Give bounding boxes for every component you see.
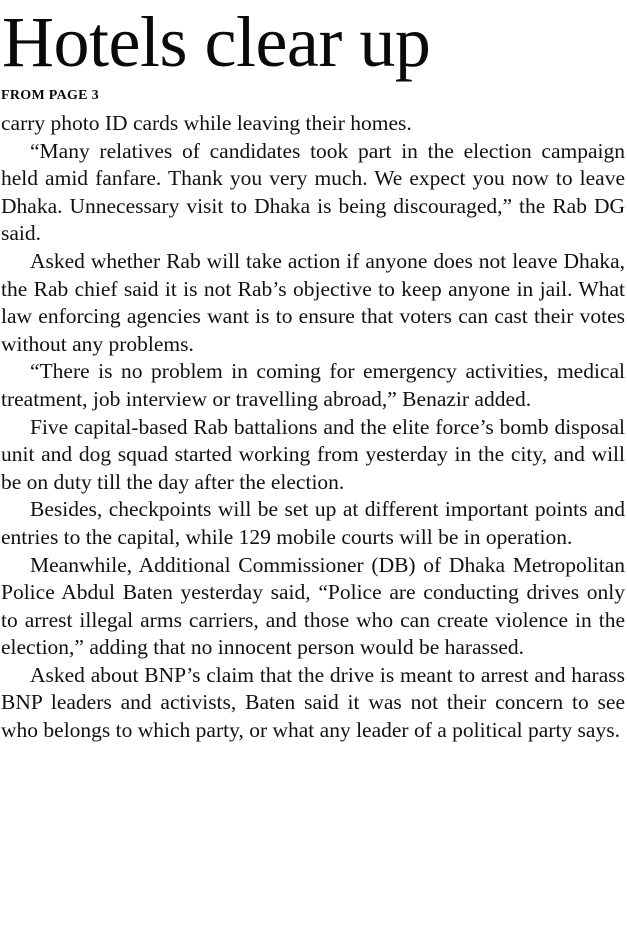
- paragraph: carry photo ID cards while leaving their homes.: [1, 111, 412, 135]
- continued-from-label: FROM PAGE 3: [1, 88, 99, 103]
- paragraph: Asked about BNP’s claim that the drive is meant to arrest and harass BNP leaders and activists, Baten said it was not their concern to see who belongs to which party, or what any leader of a political party says.: [1, 662, 625, 743]
- headline: Hotels clear up: [2, 2, 431, 82]
- paragraph: Meanwhile, Additional Commissioner (DB) of Dhaka Metropolitan Police Abdul Baten yesterday said, “Police are conducting drives only to arrest illegal arms carriers, and those who can create violence in the election,” adding that no innocent person would be harassed.: [1, 552, 625, 660]
- paragraph: Five capital-based Rab battalions and the elite force’s bomb disposal unit and dog squad started working from yesterday in the city, and will be on duty till the day after the election.: [1, 414, 625, 494]
- paragraph: Asked whether Rab will take action if anyone does not leave Dhaka, the Rab chief said it is not Rab’s objective to keep anyone in jail. What law enforcing agencies want is to ensure that voters can cast their votes without any problems.: [1, 248, 625, 356]
- paragraph: “Many relatives of candidates took part in the election campaign held amid fanfare. Thank you very much. We expect you now to leave Dhaka. Unnecessary visit to Dhaka is being discouraged,” the Rab DG said.: [1, 138, 625, 246]
- paragraph: Besides, checkpoints will be set up at different important points and entries to the capital, while 129 mobile courts will be in operation.: [1, 497, 625, 549]
- article-body: [1, 110, 625, 745]
- paragraph: “There is no problem in coming for emergency activities, medical treatment, job interview or travelling abroad,” Benazir added.: [1, 359, 625, 411]
